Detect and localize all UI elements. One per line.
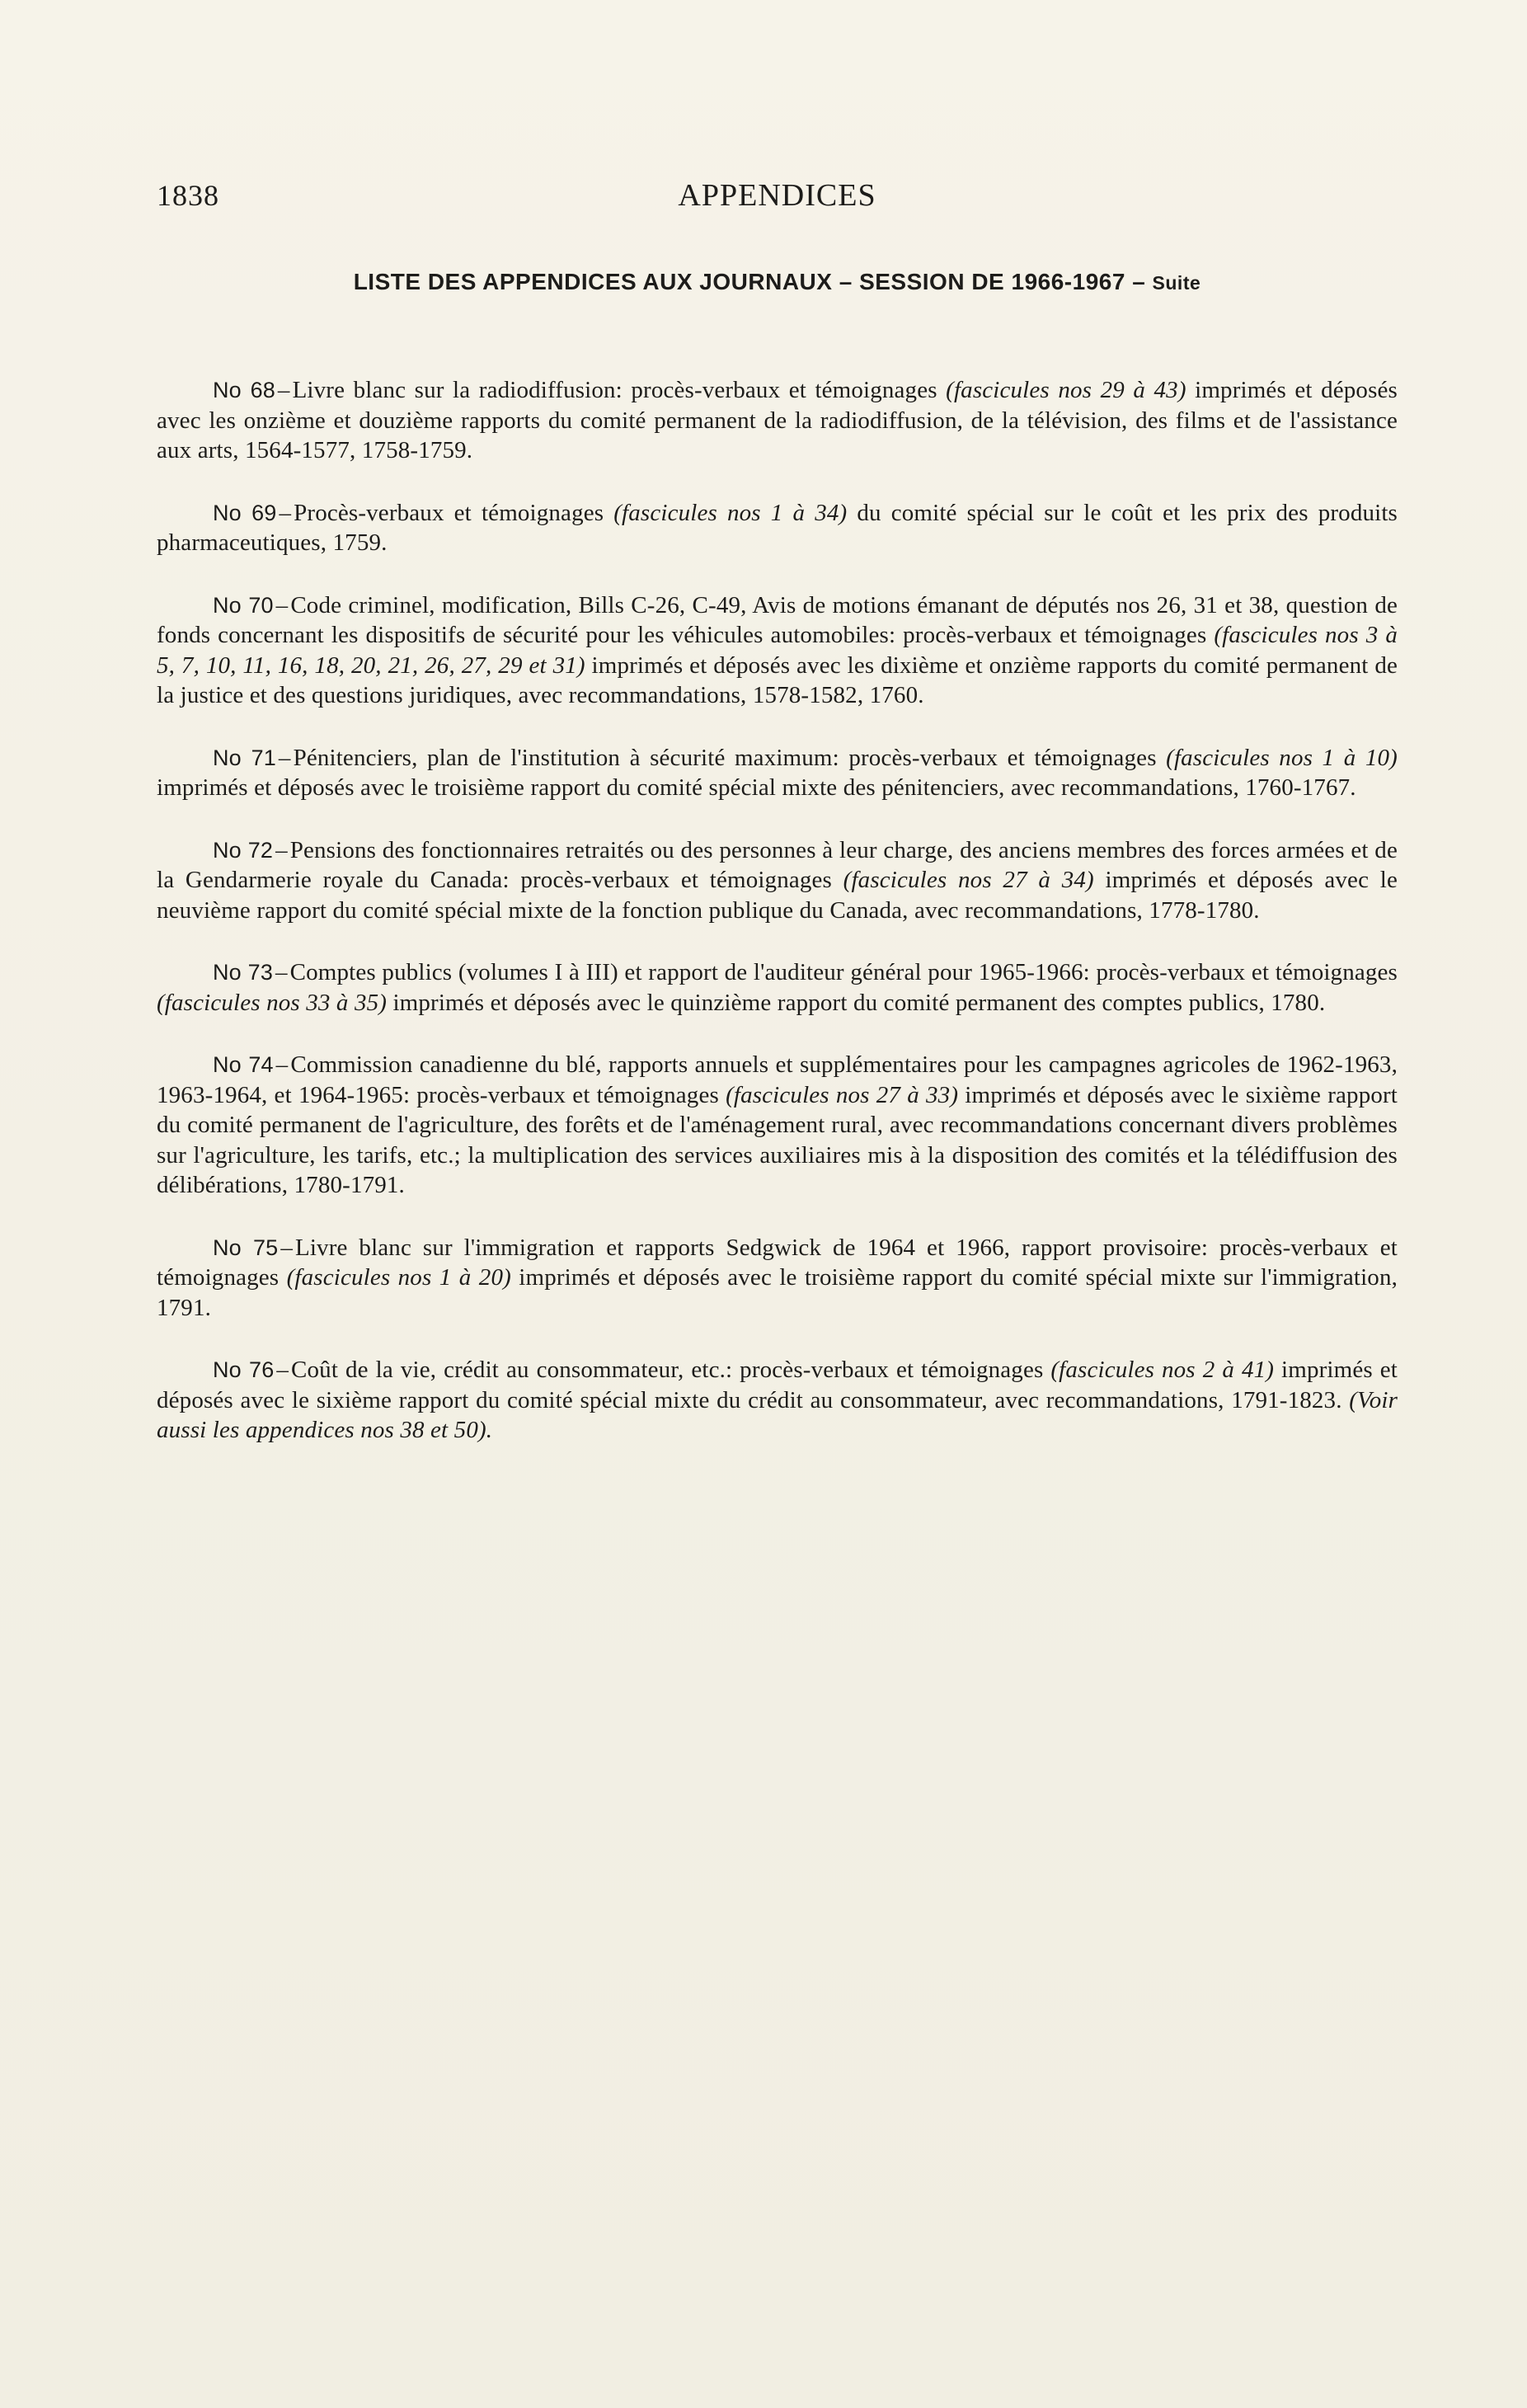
entry-text-continued: imprimés et déposés avec le sixième rapport du comité permanent de l'agriculture, des forêts et de l'aménagement rural, avec recommandations concernant divers problèmes sur l'agriculture, les tarifs, etc.; la multiplication des services auxiliaires mis à la disposition des comités et la télédiffusion des délibérations, 1780-1791. <box>157 1081 1398 1198</box>
appendix-entry-71: No 71 – Pénitenciers, plan de l'institution à sécurité maximum: procès-verbaux et témoignages (fascicules nos 1 à 10) imprimés et déposés avec le troisième rapport du comité spécial mixte des pénitenciers, avec recommandations, 1760-1767. <box>157 744 1398 801</box>
entry-text-continued: imprimés et déposés avec le quinzième rapport du comité permanent des comptes publics, 1780. <box>387 989 1326 1016</box>
entry-text-continued: imprimés et déposés avec le sixième rapport du comité spécial mixte du crédit au consommateur, avec recommandations, 1791-1823. <box>157 1357 1398 1413</box>
list-title-main: LISTE DES APPENDICES AUX JOURNAUX – SESSION DE 1966-1967 – <box>353 269 1146 294</box>
appendix-entry-69: No 69 – Procès-verbaux et témoignages (fascicules nos 1 à 34) du comité spécial sur le coût et les prix des produits pharmaceutiques, 1759. <box>157 499 1398 556</box>
entry-text: Procès-verbaux et témoignages <box>294 499 614 526</box>
entry-fascicules: (fascicules nos 1 à 10) <box>1166 744 1398 771</box>
entry-number: No 73 <box>213 960 273 985</box>
entry-text-continued: du comité spécial sur le coût et les prix des produits pharmaceutiques, 1759. <box>157 499 1398 556</box>
running-head <box>157 175 1398 216</box>
appendix-entry-76: No 76 – Coût de la vie, crédit au consommateur, etc.: procès-verbaux et témoignages (fascicules nos 2 à 41) imprimés et déposés avec le sixième rapport du comité spécial mixte du crédit au consommateur, avec recommandations, 1791-1823. (Voir aussi les appendices nos 38 et 50). <box>157 1357 1398 1443</box>
entry-fascicules: (fascicules nos 33 à 35) <box>157 989 388 1016</box>
entry-text-continued: imprimés et déposés avec les onzième et douzième rapports du comité permanent de la radiodiffusion, de la télévision, des films et de l'assistance aux arts, 1564-1577, 1758-1759. <box>157 377 1398 463</box>
entry-number: No 71 <box>213 745 276 770</box>
entry-number: No 69 <box>213 500 277 525</box>
appendix-entry-73: No 73 – Comptes publics (volumes I à III) et rapport de l'auditeur général pour 1965-1966: procès-verbaux et témoignages (fascicules nos 33 à 35) imprimés et déposés avec le quinzième rapport du comité permanent des comptes publics, 1780. <box>157 959 1398 1016</box>
entry-text: Commission canadienne du blé, rapports annuels et supplémentaires pour les campagnes agricoles de 1962-1963, 1963-1964, et 1964-1965: procès-verbaux et témoignages <box>157 1051 1398 1108</box>
entry-number: No 70 <box>213 592 274 618</box>
entry-text: Pensions des fonctionnaires retraités ou des personnes à leur charge, des anciens membres des forces armées et de la Gendarmerie royale du Canada: procès-verbaux et témoignages <box>157 836 1398 893</box>
entry-text: Code criminel, modification, Bills C-26, C-49, Avis de motions émanant de députés nos 26, 31 et 38, question de fonds concernant les dispositifs de sécurité pour les véhicules automobiles: procès-verbaux et témoignages <box>157 591 1398 648</box>
appendix-entries <box>157 375 1398 1478</box>
entry-fascicules: (fascicules nos 27 à 33) <box>726 1081 959 1108</box>
entry-number: No 75 <box>213 1235 279 1260</box>
entry-number: No 74 <box>213 1052 274 1077</box>
entry-number: No 76 <box>213 1357 275 1382</box>
entry-text-continued: imprimés et déposés avec le troisième rapport du comité spécial mixte sur l'immigration, 1791. <box>157 1264 1398 1321</box>
entry-fascicules: (fascicules nos 29 à 43) <box>946 377 1186 403</box>
entry-text: Comptes publics (volumes I à III) et rapport de l'auditeur général pour 1965-1966: procès-verbaux et témoignages <box>289 959 1398 985</box>
appendix-entry-72: No 72 – Pensions des fonctionnaires retraités ou des personnes à leur charge, des anciens membres des forces armées et de la Gendarmerie royale du Canada: procès-verbaux et témoignages (fascicules nos 27 à 34) imprimés et déposés avec le neuvième rapport du comité spécial mixte de la fonction publique du Canada, avec recommandations, 1778-1780. <box>157 836 1398 924</box>
entry-fascicules: (fascicules nos 2 à 41) <box>1050 1357 1275 1383</box>
appendix-entry-75: No 75 – Livre blanc sur l'immigration et rapports Sedgwick de 1964 et 1966, rapport provisoire: procès-verbaux et témoignages (fascicules nos 1 à 20) imprimés et déposés avec le troisième rapport du comité spécial mixte sur l'immigration, 1791. <box>157 1234 1398 1321</box>
entry-number: No 68 <box>213 378 275 402</box>
entry-fascicules: (fascicules nos 27 à 34) <box>843 867 1094 893</box>
entry-fascicules: (fascicules nos 1 à 34) <box>613 499 848 526</box>
entry-text-continued: imprimés et déposés avec le neuvième rapport du comité spécial mixte de la fonction publique du Canada, avec recommandations, 1778-1780. <box>157 867 1398 924</box>
entry-see-also: (Voir aussi les appendices nos 38 et 50). <box>157 1386 1398 1443</box>
entry-number: No 72 <box>213 837 274 863</box>
appendix-entry-70: No 70 – Code criminel, modification, Bills C-26, C-49, Avis de motions émanant de députés nos 26, 31 et 38, question de fonds concernant les dispositifs de sécurité pour les véhicules automobiles: procès-verbaux et témoignages (fascicules nos 3 à 5, 7, 10, 11, 16, 18, 20, 21, 26, 27, 29 et 31) imprimés et déposés avec les dixième et onzième rapports du comité permanent de la justice et des questions juridiques, avec recommandations, 1578-1582, 1760. <box>157 591 1398 708</box>
page-number: 1838 <box>157 179 219 212</box>
entry-text-continued: imprimés et déposés avec les dixième et onzième rapports du comité permanent de la justice et des questions juridiques, avec recommandations, 1578-1582, 1760. <box>157 651 1398 708</box>
entry-text: Coût de la vie, crédit au consommateur, etc.: procès-verbaux et témoignages <box>291 1357 1051 1383</box>
entry-text: Livre blanc sur l'immigration et rapports Sedgwick de 1964 et 1966, rapport provisoire: procès-verbaux et témoignages <box>157 1234 1398 1291</box>
entry-fascicules: (fascicules nos 3 à 5, 7, 10, 11, 16, 18, 20, 21, 26, 27, 29 et 31) <box>157 622 1398 679</box>
section-title: APPENDICES <box>678 178 876 213</box>
list-title <box>157 266 1398 299</box>
appendix-entry-74: No 74 – Commission canadienne du blé, rapports annuels et supplémentaires pour les campagnes agricoles de 1962-1963, 1963-1964, et 1964-1965: procès-verbaux et témoignages (fascicules nos 27 à 33) imprimés et déposés avec le sixième rapport du comité permanent de l'agriculture, des forêts et de l'aménagement rural, avec recommandations concernant divers problèmes sur l'agriculture, les tarifs, etc.; la multiplication des services auxiliaires mis à la disposition des comités et la télédiffusion des délibérations, 1780-1791. <box>157 1051 1398 1198</box>
entry-fascicules: (fascicules nos 1 à 20) <box>286 1264 511 1291</box>
list-title-suite: Suite <box>1152 272 1201 294</box>
entry-text: Livre blanc sur la radiodiffusion: procès-verbaux et témoignages <box>292 377 947 403</box>
entry-text-continued: imprimés et déposés avec le troisième rapport du comité spécial mixte des pénitenciers, avec recommandations, 1760-1767. <box>157 774 1356 801</box>
entry-text: Pénitenciers, plan de l'institution à sécurité maximum: procès-verbaux et témoignages <box>293 744 1167 771</box>
appendix-entry-68: No 68 – Livre blanc sur la radiodiffusion: procès-verbaux et témoignages (fascicules nos 29 à 43) imprimés et déposés avec les onzième et douzième rapports du comité permanent de la radiodiffusion, de la télévision, des films et de l'assistance aux arts, 1564-1577, 1758-1759. <box>157 377 1398 463</box>
